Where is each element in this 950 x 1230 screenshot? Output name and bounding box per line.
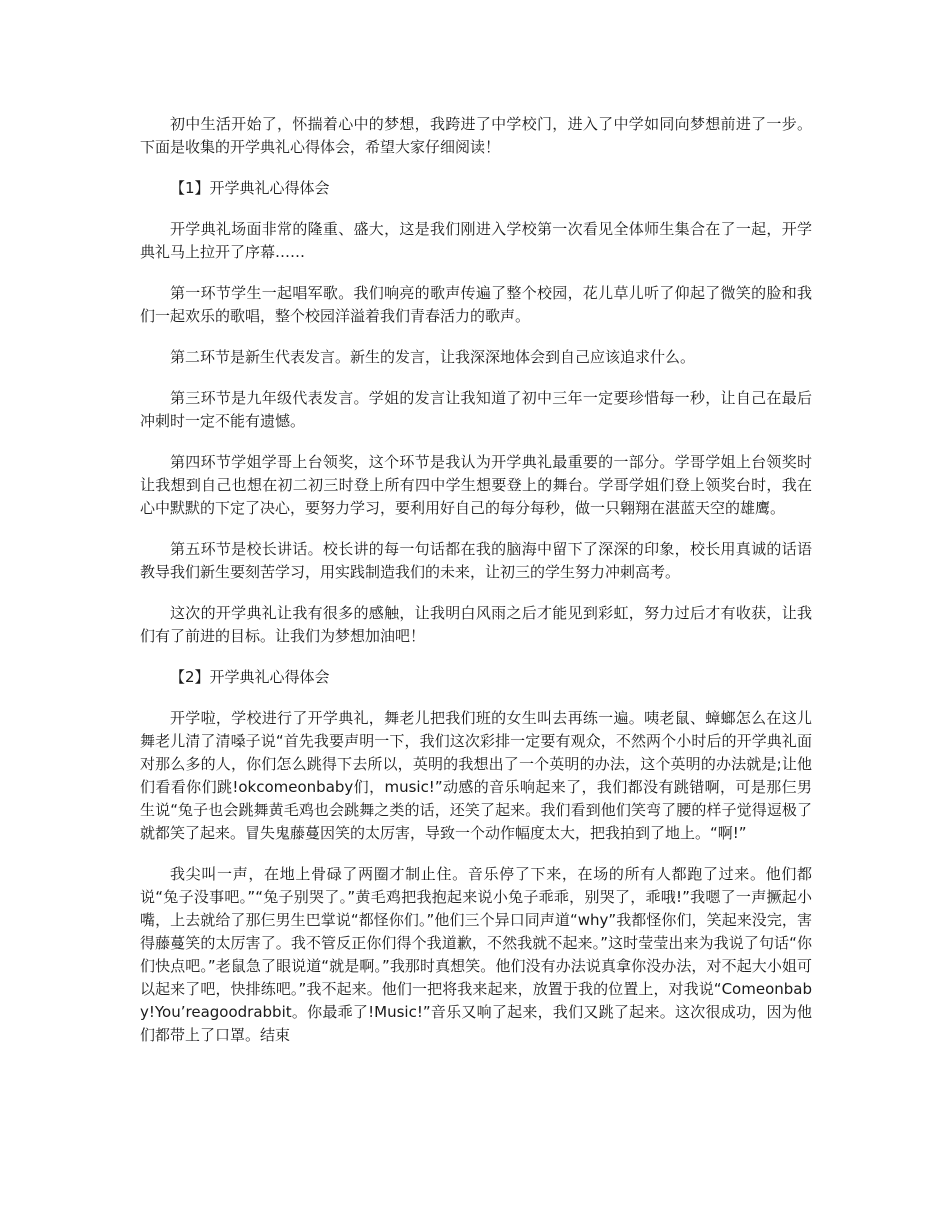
section-1-heading: 【1】开学典礼心得体会	[170, 179, 330, 197]
section-1-paragraph-7: 这次的开学典礼让我有很多的感触，让我明白风雨之后才能见到彩虹，努力过后才有收获，让我们有了前进的目标。让我们为梦想加油吧！	[140, 604, 812, 645]
section-1-paragraph-5: 第四环节学姐学哥上台领奖，这个环节是我认为开学典礼最重要的一部分。学哥学姐上台领奖时让我想到自己也想在初二初三时登上所有四中学生想要登上的舞台。学哥学姐们登上领奖台时，我在心中默默的下定了决心，要努力学习，要利用好自己的每分每秒，做一只翱翔在湛蓝天空的雄鹰。	[140, 453, 812, 517]
section-2-paragraph-2: 我尖叫一声，在地上骨碌了两圈才制止住。音乐停了下来，在场的所有人都跑了过来。他们都说“兔子没事吧。”“兔子别哭了。”黄毛鸡把我抱起来说小兔子乖乖，别哭了，乖哦!”我嗯了一声撅起小嘴，上去就给了那仨男生巴掌说“都怪你们。”他们三个异口同声道“why”我都怪你们，笑起来没完，害得藤蔓笑的太厉害了。我不管反正你们得个我道歉，不然我就不起来。”这时莹莹出来为我说了句话“你们快点吧。”老鼠急了眼说道“就是啊。”我那时真想笑。他们没有办法说真拿你没办法，对不起大小姐可以起来了吧，快排练吧。”我不起来。他们一把将我来起来，放置于我的位置上，对我说“Comeonbaby!You’reagoodrabbit。你最乖了!Music!”音乐又响了起来，我们又跳了起来。这次很成功，因为他们都带上了口罩。结束	[140, 865, 812, 1044]
section-1-paragraph-6: 第五环节是校长讲话。校长讲的每一句话都在我的脑海中留下了深深的印象，校长用真诚的话语教导我们新生要刻苦学习，用实践制造我们的未来，让初三的学生努力冲刺高考。	[140, 540, 812, 581]
intro-paragraph: 初中生活开始了，怀揣着心中的梦想，我跨进了中学校门，进入了中学如同向梦想前进了一步。下面是收集的开学典礼心得体会，希望大家仔细阅读！	[140, 115, 812, 156]
document-page	[140, 113, 812, 1065]
section-2-heading: 【2】开学典礼心得体会	[170, 668, 330, 686]
section-2-paragraph-1: 开学啦，学校进行了开学典礼，舞老儿把我们班的女生叫去再练一遍。咦老鼠、蟑螂怎么在这儿舞老儿清了清嗓子说“首先我要声明一下，我们这次彩排一定要有观众，不然两个小时后的开学典礼面对那么多的人，你们怎么跳得下去所以，英明的我想出了一个英明的办法，这个英明的办法就是;让他们看看你们跳!okcomeonbaby们，music!”动感的音乐响起来了，我们都没有跳错啊，可是那仨男生说“兔子也会跳舞黄毛鸡也会跳舞之类的话，还笑了起来。我们看到他们笑弯了腰的样子觉得逗极了就都笑了起来。冒失鬼藤蔓因笑的太厉害，导致一个动作幅度太大，把我拍到了地上。“啊!”	[140, 709, 812, 842]
section-1-paragraph-4: 第三环节是九年级代表发言。学姐的发言让我知道了初中三年一定要珍惜每一秒，让自己在最后冲刺时一定不能有遗憾。	[140, 389, 812, 430]
section-1-paragraph-3: 第二环节是新生代表发言。新生的发言，让我深深地体会到自己应该追求什么。	[170, 348, 696, 366]
section-1-paragraph-2: 第一环节学生一起唱军歌。我们响亮的歌声传遍了整个校园，花儿草儿听了仰起了微笑的脸和我们一起欢乐的歌唱，整个校园洋溢着我们青春活力的歌声。	[140, 284, 812, 325]
section-1-paragraph-1: 开学典礼场面非常的隆重、盛大，这是我们刚进入学校第一次看见全体师生集合在了一起，开学典礼马上拉开了序幕……	[140, 220, 812, 261]
